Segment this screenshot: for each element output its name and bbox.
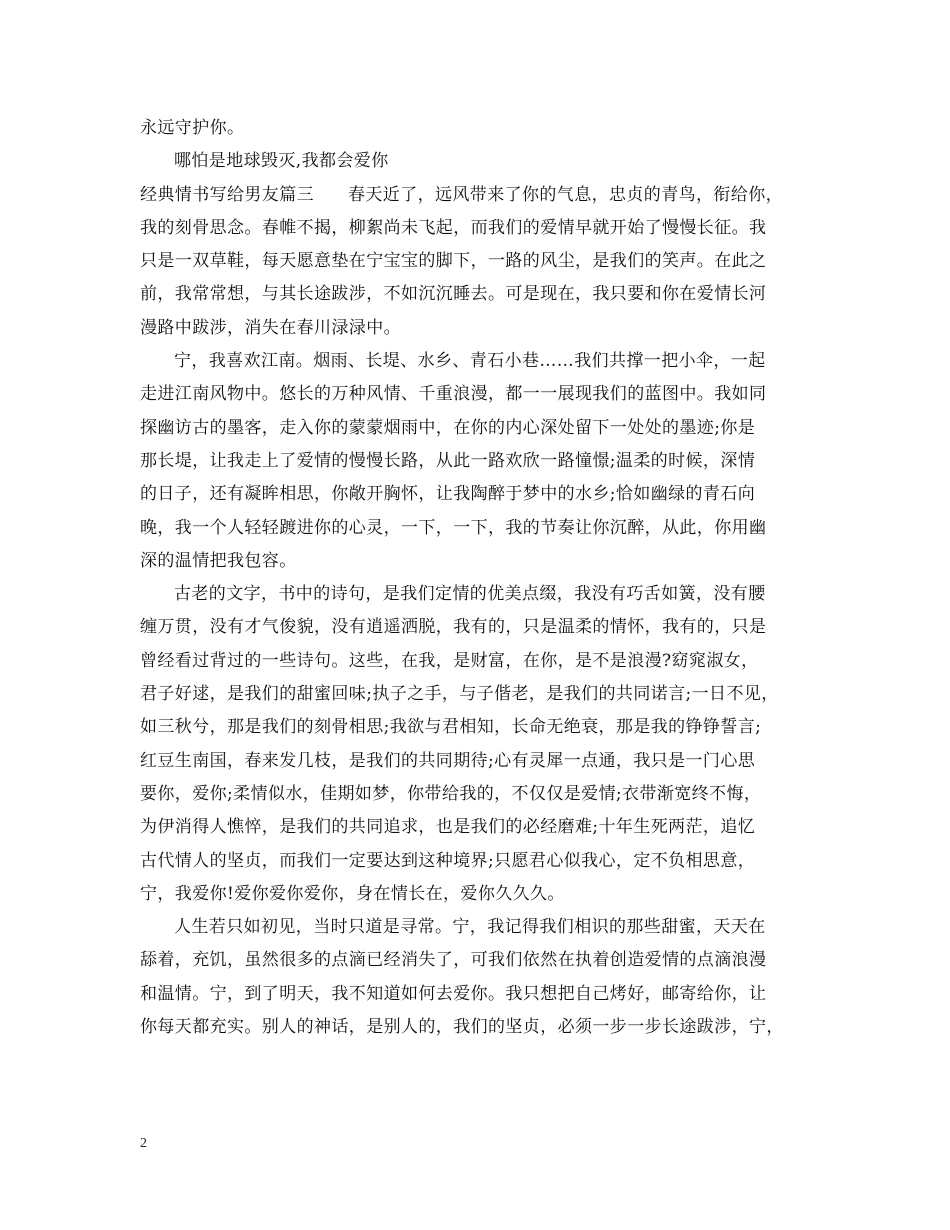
text-line: 舔着，充饥，虽然很多的点滴已经消失了，可我们依然在执着创造爱情的点滴浪漫 xyxy=(140,950,767,971)
text-line: 红豆生南国，春来发几枝，是我们的共同期待;心有灵犀一点通，我只是一门心思 xyxy=(140,750,756,771)
text-line: 和温情。宁，到了明天，我不知道如何去爱你。我只想把自己烤好，邮寄给你，让 xyxy=(140,983,767,1004)
text-line: 前，我常常想，与其长途跋涉，不如沉沉睡去。可是现在，我只要和你在爱情长河 xyxy=(140,284,767,305)
text-line: 漫路中跋涉，消失在春川渌渌中。 xyxy=(140,317,401,338)
page-number: 2 xyxy=(140,1136,147,1151)
text-line: 走进江南风物中。悠长的万种风情、千重浪漫，都一一展现我们的蓝图中。我如同 xyxy=(140,384,767,405)
text-line: 古代情人的坚贞，而我们一定要达到这种境界;只愿君心似我心，定不负相思意， xyxy=(140,850,756,871)
text-line: 古老的文字，书中的诗句，是我们定情的优美点缀，我没有巧舌如簧，没有腰 xyxy=(174,584,766,605)
text-line: 那长堤，让我走上了爱情的慢慢长路，从此一路欢欣一路憧憬;温柔的时候，深情 xyxy=(140,450,756,471)
section-heading-line xyxy=(140,179,825,212)
text-line: 只是一双草鞋，每天愿意垫在宁宝宝的脚下，一路的风尘，是我们的笑声。在此之 xyxy=(140,251,767,272)
text-line: 曾经看过背过的一些诗句。这些，在我，是财富，在你，是不是浪漫?窈窕淑女， xyxy=(140,650,759,671)
section-first-sentence: 春天近了，远风带来了你的气息，忠贞的青鸟，衔给你， xyxy=(348,184,783,205)
text-line: 缠万贯，没有才气俊貌，没有逍遥洒脱，我有的，只是温柔的情怀，我有的，只是 xyxy=(140,617,767,638)
text-line: 的日子，还有凝眸相思，你敞开胸怀，让我陶醉于梦中的水乡;恰如幽绿的青石向 xyxy=(140,484,756,505)
text-line: 要你，爱你;柔情似水，佳期如梦，你带给我的，不仅仅是爱情;衣带渐宽终不悔， xyxy=(140,783,762,804)
text-line: 晚，我一个人轻轻踱进你的心灵，一下，一下，我的节奏让你沉醉，从此，你用幽 xyxy=(140,517,767,538)
text-line: 探幽访古的墨客，走入你的蒙蒙烟雨中，在你的内心深处留下一处处的墨迹;你是 xyxy=(140,417,756,438)
text-line: 宁，我爱你!爱你爱你爱你，身在情长在，爱你久久久。 xyxy=(140,883,565,904)
text-line: 深的温情把我包容。 xyxy=(140,550,297,571)
text-line: 为伊消得人憔悴，是我们的共同追求，也是我们的必经磨难;十年生死两茫，追忆 xyxy=(140,817,756,838)
text-line: 我的刻骨思念。春帷不揭，柳絮尚未飞起，而我们的爱情早就开始了慢慢长征。我 xyxy=(140,217,767,238)
text-line: 君子好逑，是我们的甜蜜回味;执子之手，与子偕老，是我们的共同诺言;一日不见， xyxy=(140,684,779,705)
text-line: 你每天都充实。别人的神话，是别人的，我们的坚贞，必须一步一步长途跋涉，宁， xyxy=(140,1017,784,1038)
text-line: 如三秋兮，那是我们的刻骨相思;我欲与君相知，长命无绝衰，那是我的铮铮誓言; xyxy=(140,717,762,738)
text-line: 人生若只如初见，当时只道是寻常。宁，我记得我们相识的那些甜蜜，天天在 xyxy=(174,917,766,938)
text-line: 宁，我喜欢江南。烟雨、长堤、水乡、青石小巷……我们共撑一把小伞，一起 xyxy=(174,351,766,372)
text-line: 永远守护你。 xyxy=(140,118,245,138)
document-body xyxy=(140,112,825,1044)
section-heading: 经典情书写给男友篇三 xyxy=(140,184,314,205)
text-line: 哪怕是地球毁灭,我都会爱你 xyxy=(174,151,389,172)
